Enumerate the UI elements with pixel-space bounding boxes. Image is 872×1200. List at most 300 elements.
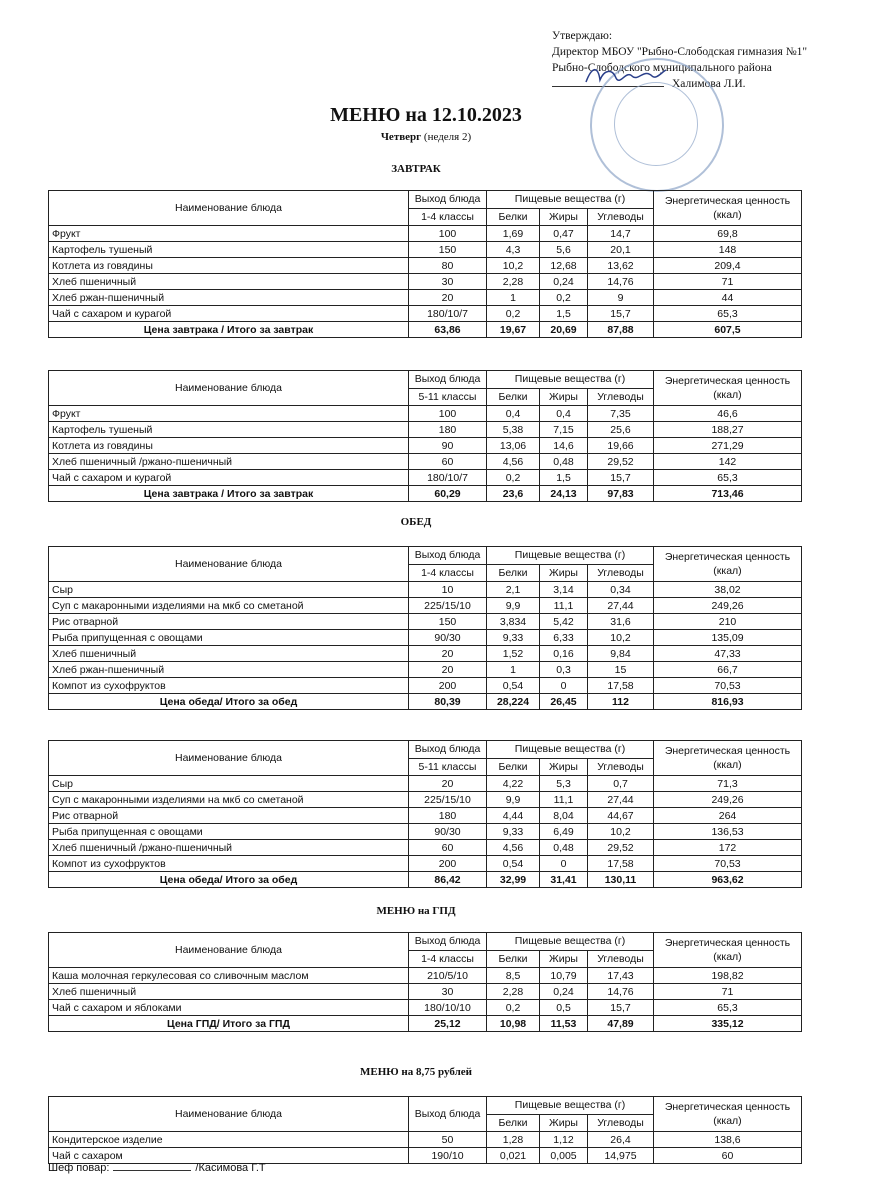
approval-line-3: Рыбно-Слободского муниципального района: [552, 62, 772, 74]
dish-name: Хлеб ржан-пшеничный: [49, 290, 409, 306]
cell-value: 71,3: [654, 776, 802, 792]
cell-value: 1: [487, 290, 540, 306]
dish-name: Суп с макаронными изделиями на мкб со сметаной: [49, 792, 409, 808]
cell-value: 138,6: [654, 1132, 802, 1148]
header-carbs: Углеводы: [588, 208, 654, 226]
dish-name: Картофель тушеный: [49, 422, 409, 438]
header-yield: Выход блюда: [409, 741, 487, 759]
cell-value: 15: [588, 662, 654, 678]
cell-value: 0,3: [540, 662, 588, 678]
table-row: [49, 470, 802, 486]
header-carbs: Углеводы: [588, 758, 654, 776]
chef-name: /Касимова Г.Т: [195, 1162, 266, 1174]
cell-value: 5,38: [487, 422, 540, 438]
total-row: [49, 872, 802, 888]
header-energy: Энергетическая ценность (ккал): [654, 191, 802, 226]
dish-name: Фрукт: [49, 226, 409, 242]
cell-value: 0,24: [540, 984, 588, 1000]
header-energy: Энергетическая ценность (ккал): [654, 371, 802, 406]
cell-value: 188,27: [654, 422, 802, 438]
total-value: 31,41: [540, 872, 588, 888]
table-row: [49, 856, 802, 872]
table-row: [49, 306, 802, 322]
menu-table-lunch-5-11: [48, 740, 802, 888]
cell-value: 249,26: [654, 598, 802, 614]
dish-name: Чай с сахаром: [49, 1148, 409, 1164]
table-row: [49, 582, 802, 598]
cell-value: 7,35: [588, 406, 654, 422]
cell-value: 0,5: [540, 1000, 588, 1016]
total-value: 112: [588, 694, 654, 710]
header-nutrients: Пищевые вещества (г): [487, 191, 654, 209]
table-row: [49, 776, 802, 792]
table-row: [49, 598, 802, 614]
cell-value: 20: [409, 646, 487, 662]
header-carbs: Углеводы: [588, 1114, 654, 1132]
table-row: [49, 422, 802, 438]
table-row: [49, 678, 802, 694]
cell-value: 0,4: [487, 406, 540, 422]
cell-value: 14,7: [588, 226, 654, 242]
director-signature: [582, 62, 668, 90]
cell-value: 0,54: [487, 678, 540, 694]
cell-value: 0,2: [487, 306, 540, 322]
section-gpd: МЕНЮ на ГПД: [376, 905, 456, 917]
cell-value: 47,33: [654, 646, 802, 662]
cell-value: 0,48: [540, 840, 588, 856]
total-value: 60,29: [409, 486, 487, 502]
section-rub-menu: МЕНЮ на 8,75 рублей: [360, 1066, 472, 1078]
cell-value: 20,1: [588, 242, 654, 258]
cell-value: 0,16: [540, 646, 588, 662]
cell-value: 210/5/10: [409, 968, 487, 984]
table-row: [49, 808, 802, 824]
dish-name: Суп с макаронными изделиями на мкб со сметаной: [49, 598, 409, 614]
total-row: [49, 694, 802, 710]
cell-value: 46,6: [654, 406, 802, 422]
cell-value: 1,5: [540, 470, 588, 486]
header-grade: 5-11 классы: [409, 388, 487, 406]
cell-value: 66,7: [654, 662, 802, 678]
cell-value: 65,3: [654, 470, 802, 486]
table-row: [49, 662, 802, 678]
cell-value: 29,52: [588, 454, 654, 470]
total-value: 87,88: [588, 322, 654, 338]
header-energy: Энергетическая ценность (ккал): [654, 933, 802, 968]
cell-value: 17,43: [588, 968, 654, 984]
cell-value: 198,82: [654, 968, 802, 984]
dish-name: Рис отварной: [49, 614, 409, 630]
cell-value: 1: [487, 662, 540, 678]
header-protein: Белки: [487, 564, 540, 582]
menu-table-lunch-1-4: [48, 546, 802, 710]
cell-value: 17,58: [588, 856, 654, 872]
total-label: Цена ГПД/ Итого за ГПД: [49, 1016, 409, 1032]
cell-value: 60: [409, 454, 487, 470]
header-nutrients: Пищевые вещества (г): [487, 371, 654, 389]
cell-value: 6,49: [540, 824, 588, 840]
cell-value: 150: [409, 242, 487, 258]
cell-value: 209,4: [654, 258, 802, 274]
cell-value: 0,4: [540, 406, 588, 422]
cell-value: 200: [409, 856, 487, 872]
cell-value: 15,7: [588, 470, 654, 486]
cell-value: 3,14: [540, 582, 588, 598]
cell-value: 9,9: [487, 792, 540, 808]
cell-value: 20: [409, 662, 487, 678]
header-grade: 1-4 классы: [409, 208, 487, 226]
chef-footer: [48, 1162, 266, 1174]
cell-value: 5,6: [540, 242, 588, 258]
cell-value: 71: [654, 274, 802, 290]
cell-value: 1,12: [540, 1132, 588, 1148]
cell-value: 19,66: [588, 438, 654, 454]
total-value: 80,39: [409, 694, 487, 710]
header-protein: Белки: [487, 1114, 540, 1132]
dish-name: Котлета из говядины: [49, 258, 409, 274]
cell-value: 90: [409, 438, 487, 454]
cell-value: 14,6: [540, 438, 588, 454]
title-block: [0, 104, 872, 143]
cell-value: 4,22: [487, 776, 540, 792]
total-value: 10,98: [487, 1016, 540, 1032]
cell-value: 0,7: [588, 776, 654, 792]
cell-value: 2,28: [487, 984, 540, 1000]
dish-name: Фрукт: [49, 406, 409, 422]
weekday: Четверг: [380, 131, 422, 143]
cell-value: 13,06: [487, 438, 540, 454]
total-row: [49, 1016, 802, 1032]
table-row: [49, 406, 802, 422]
cell-value: 10: [409, 582, 487, 598]
cell-value: 50: [409, 1132, 487, 1148]
cell-value: 249,26: [654, 792, 802, 808]
header-yield: Выход блюда: [409, 1097, 487, 1132]
header-nutrients: Пищевые вещества (г): [487, 1097, 654, 1115]
dish-name: Каша молочная геркулесовая со сливочным маслом: [49, 968, 409, 984]
cell-value: 142: [654, 454, 802, 470]
table-row: [49, 630, 802, 646]
table-row: [49, 824, 802, 840]
total-value: 335,12: [654, 1016, 802, 1032]
table-row: [49, 792, 802, 808]
table-row: [49, 614, 802, 630]
table-row: [49, 646, 802, 662]
total-label: Цена обеда/ Итого за обед: [49, 694, 409, 710]
header-energy: Энергетическая ценность (ккал): [654, 741, 802, 776]
header-yield: Выход блюда: [409, 547, 487, 565]
section-lunch: ОБЕД: [400, 516, 432, 528]
cell-value: 1,28: [487, 1132, 540, 1148]
cell-value: 7,15: [540, 422, 588, 438]
header-carbs: Углеводы: [588, 388, 654, 406]
total-value: 20,69: [540, 322, 588, 338]
cell-value: 135,09: [654, 630, 802, 646]
cell-value: 180/10/7: [409, 470, 487, 486]
cell-value: 15,7: [588, 306, 654, 322]
dish-name: Хлеб пшеничный: [49, 646, 409, 662]
cell-value: 3,834: [487, 614, 540, 630]
cell-value: 25,6: [588, 422, 654, 438]
menu-table-breakfast-1-4: [48, 190, 802, 338]
cell-value: 190/10: [409, 1148, 487, 1164]
cell-value: 9: [588, 290, 654, 306]
cell-value: 10,79: [540, 968, 588, 984]
header-fat: Жиры: [540, 564, 588, 582]
total-value: 607,5: [654, 322, 802, 338]
cell-value: 0,005: [540, 1148, 588, 1164]
cell-value: 4,44: [487, 808, 540, 824]
cell-value: 150: [409, 614, 487, 630]
total-label: Цена завтрака / Итого за завтрак: [49, 322, 409, 338]
cell-value: 60: [654, 1148, 802, 1164]
header-fat: Жиры: [540, 950, 588, 968]
total-row: [49, 322, 802, 338]
header-nutrients: Пищевые вещества (г): [487, 933, 654, 951]
menu-table-rub: [48, 1096, 802, 1164]
header-carbs: Углеводы: [588, 564, 654, 582]
cell-value: 14,76: [588, 274, 654, 290]
cell-value: 1,5: [540, 306, 588, 322]
header-energy: Энергетическая ценность (ккал): [654, 547, 802, 582]
dish-name: Хлеб пшеничный: [49, 984, 409, 1000]
total-value: 19,67: [487, 322, 540, 338]
cell-value: 69,8: [654, 226, 802, 242]
cell-value: 14,76: [588, 984, 654, 1000]
dish-name: Хлеб пшеничный /ржано-пшеничный: [49, 840, 409, 856]
cell-value: 27,44: [588, 598, 654, 614]
table-row: [49, 984, 802, 1000]
cell-value: 70,53: [654, 856, 802, 872]
cell-value: 10,2: [588, 824, 654, 840]
header-dish-name: Наименование блюда: [49, 1097, 409, 1132]
header-dish-name: Наименование блюда: [49, 191, 409, 226]
cell-value: 9,33: [487, 824, 540, 840]
total-label: Цена обеда/ Итого за обед: [49, 872, 409, 888]
total-value: 25,12: [409, 1016, 487, 1032]
cell-value: 71: [654, 984, 802, 1000]
dish-name: Картофель тушеный: [49, 242, 409, 258]
approval-line-2: Директор МБОУ "Рыбно-Слободская гимназия №1": [552, 46, 808, 58]
header-nutrients: Пищевые вещества (г): [487, 741, 654, 759]
header-grade: 5-11 классы: [409, 758, 487, 776]
table-row: [49, 242, 802, 258]
cell-value: 210: [654, 614, 802, 630]
total-label: Цена завтрака / Итого за завтрак: [49, 486, 409, 502]
dish-name: Сыр: [49, 582, 409, 598]
chef-label: Шеф повар:: [48, 1162, 110, 1174]
weekday-line: [0, 131, 872, 143]
chef-signature-line: [113, 1170, 191, 1171]
dish-name: Хлеб ржан-пшеничный: [49, 662, 409, 678]
section-breakfast: ЗАВТРАК: [391, 163, 441, 175]
header-protein: Белки: [487, 388, 540, 406]
cell-value: 5,42: [540, 614, 588, 630]
dish-name: Рыба припущенная с овощами: [49, 630, 409, 646]
total-value: 47,89: [588, 1016, 654, 1032]
cell-value: 100: [409, 406, 487, 422]
total-value: 11,53: [540, 1016, 588, 1032]
table-row: [49, 258, 802, 274]
director-name: Халимова Л.И.: [672, 78, 746, 90]
header-dish-name: Наименование блюда: [49, 547, 409, 582]
cell-value: 30: [409, 274, 487, 290]
header-yield: Выход блюда: [409, 933, 487, 951]
cell-value: 180: [409, 422, 487, 438]
cell-value: 17,58: [588, 678, 654, 694]
cell-value: 11,1: [540, 792, 588, 808]
cell-value: 30: [409, 984, 487, 1000]
cell-value: 14,975: [588, 1148, 654, 1164]
table-row: [49, 438, 802, 454]
table-row: [49, 274, 802, 290]
cell-value: 29,52: [588, 840, 654, 856]
cell-value: 225/15/10: [409, 792, 487, 808]
cell-value: 13,62: [588, 258, 654, 274]
cell-value: 65,3: [654, 1000, 802, 1016]
cell-value: 0,021: [487, 1148, 540, 1164]
cell-value: 20: [409, 776, 487, 792]
header-fat: Жиры: [540, 208, 588, 226]
cell-value: 10,2: [487, 258, 540, 274]
header-grade: 1-4 классы: [409, 564, 487, 582]
total-value: 28,224: [487, 694, 540, 710]
total-value: 963,62: [654, 872, 802, 888]
cell-value: 136,53: [654, 824, 802, 840]
dish-name: Чай с сахаром и яблоками: [49, 1000, 409, 1016]
dish-name: Компот из сухофруктов: [49, 856, 409, 872]
cell-value: 172: [654, 840, 802, 856]
cell-value: 1,52: [487, 646, 540, 662]
cell-value: 4,56: [487, 840, 540, 856]
cell-value: 2,1: [487, 582, 540, 598]
table-row: [49, 1132, 802, 1148]
menu-table-gpd: [48, 932, 802, 1032]
cell-value: 200: [409, 678, 487, 694]
table-row: [49, 840, 802, 856]
cell-value: 90/30: [409, 824, 487, 840]
cell-value: 0,47: [540, 226, 588, 242]
header-yield: Выход блюда: [409, 191, 487, 209]
cell-value: 2,28: [487, 274, 540, 290]
header-yield: Выход блюда: [409, 371, 487, 389]
total-value: 24,13: [540, 486, 588, 502]
total-value: 63,86: [409, 322, 487, 338]
cell-value: 0: [540, 678, 588, 694]
cell-value: 225/15/10: [409, 598, 487, 614]
cell-value: 38,02: [654, 582, 802, 598]
cell-value: 180: [409, 808, 487, 824]
cell-value: 0,48: [540, 454, 588, 470]
header-protein: Белки: [487, 758, 540, 776]
cell-value: 65,3: [654, 306, 802, 322]
cell-value: 180/10/7: [409, 306, 487, 322]
page-title: МЕНЮ на 12.10.2023: [330, 104, 522, 126]
total-row: [49, 486, 802, 502]
dish-name: Кондитерское изделие: [49, 1132, 409, 1148]
table-row: [49, 968, 802, 984]
cell-value: 271,29: [654, 438, 802, 454]
cell-value: 8,5: [487, 968, 540, 984]
approval-line-1: Утверждаю:: [552, 30, 613, 42]
cell-value: 60: [409, 840, 487, 856]
cell-value: 9,33: [487, 630, 540, 646]
cell-value: 15,7: [588, 1000, 654, 1016]
cell-value: 20: [409, 290, 487, 306]
cell-value: 0,54: [487, 856, 540, 872]
total-value: 97,83: [588, 486, 654, 502]
cell-value: 0,34: [588, 582, 654, 598]
header-dish-name: Наименование блюда: [49, 933, 409, 968]
dish-name: Котлета из говядины: [49, 438, 409, 454]
cell-value: 10,2: [588, 630, 654, 646]
cell-value: 0,24: [540, 274, 588, 290]
cell-value: 12,68: [540, 258, 588, 274]
cell-value: 0,2: [540, 290, 588, 306]
header-fat: Жиры: [540, 388, 588, 406]
dish-name: Хлеб пшеничный: [49, 274, 409, 290]
cell-value: 26,4: [588, 1132, 654, 1148]
header-fat: Жиры: [540, 1114, 588, 1132]
cell-value: 80: [409, 258, 487, 274]
cell-value: 9,84: [588, 646, 654, 662]
cell-value: 9,9: [487, 598, 540, 614]
total-value: 816,93: [654, 694, 802, 710]
table-row: [49, 454, 802, 470]
cell-value: 31,6: [588, 614, 654, 630]
cell-value: 0: [540, 856, 588, 872]
dish-name: Рыба припущенная с овощами: [49, 824, 409, 840]
cell-value: 0,2: [487, 1000, 540, 1016]
cell-value: 180/10/10: [409, 1000, 487, 1016]
header-dish-name: Наименование блюда: [49, 741, 409, 776]
header-dish-name: Наименование блюда: [49, 371, 409, 406]
table-row: [49, 290, 802, 306]
cell-value: 8,04: [540, 808, 588, 824]
table-row: [49, 1000, 802, 1016]
header-protein: Белки: [487, 950, 540, 968]
cell-value: 70,53: [654, 678, 802, 694]
header-grade: 1-4 классы: [409, 950, 487, 968]
menu-table-breakfast-5-11: [48, 370, 802, 502]
cell-value: 11,1: [540, 598, 588, 614]
dish-name: Чай с сахаром и курагой: [49, 306, 409, 322]
cell-value: 5,3: [540, 776, 588, 792]
cell-value: 1,69: [487, 226, 540, 242]
dish-name: Сыр: [49, 776, 409, 792]
cell-value: 27,44: [588, 792, 654, 808]
total-value: 130,11: [588, 872, 654, 888]
cell-value: 6,33: [540, 630, 588, 646]
total-value: 26,45: [540, 694, 588, 710]
cell-value: 148: [654, 242, 802, 258]
dish-name: Рис отварной: [49, 808, 409, 824]
dish-name: Компот из сухофруктов: [49, 678, 409, 694]
dish-name: Хлеб пшеничный /ржано-пшеничный: [49, 454, 409, 470]
header-energy: Энергетическая ценность (ккал): [654, 1097, 802, 1132]
header-nutrients: Пищевые вещества (г): [487, 547, 654, 565]
week-number: (неделя 2): [421, 131, 472, 143]
cell-value: 264: [654, 808, 802, 824]
cell-value: 90/30: [409, 630, 487, 646]
total-value: 713,46: [654, 486, 802, 502]
header-carbs: Углеводы: [588, 950, 654, 968]
table-row: [49, 226, 802, 242]
cell-value: 100: [409, 226, 487, 242]
total-value: 86,42: [409, 872, 487, 888]
cell-value: 44,67: [588, 808, 654, 824]
cell-value: 4,3: [487, 242, 540, 258]
